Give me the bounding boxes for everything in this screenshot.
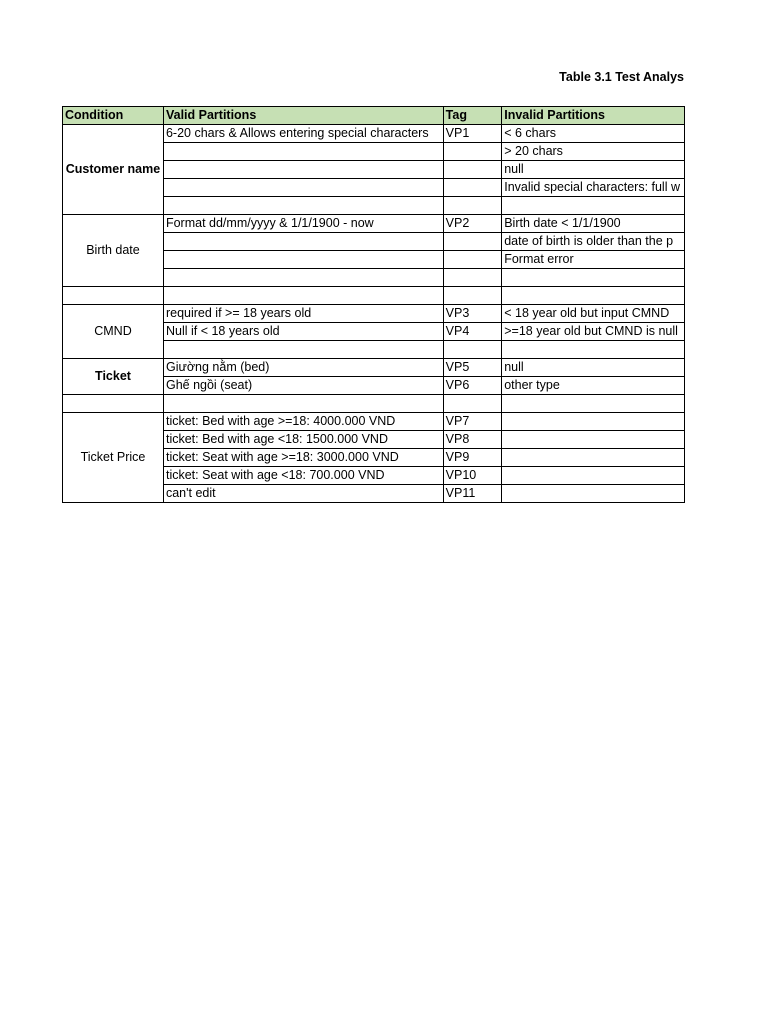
tag-cell: VP9 [443,449,502,467]
valid-partition-cell [163,251,443,269]
valid-partition-cell [163,395,443,413]
valid-partition-cell [163,269,443,287]
valid-partition-cell: ticket: Bed with age >=18: 4000.000 VND [163,413,443,431]
valid-partition-cell: ticket: Seat with age <18: 700.000 VND [163,467,443,485]
tag-cell [443,395,502,413]
table-row [63,395,685,413]
valid-partition-cell [163,287,443,305]
valid-partition-cell [163,143,443,161]
invalid-partition-cell: >=18 year old but CMND is null [502,323,685,341]
tag-cell [443,179,502,197]
invalid-partition-cell: Invalid special characters: full w [502,179,685,197]
valid-partition-cell: ticket: Seat with age >=18: 3000.000 VND [163,449,443,467]
invalid-partition-cell: null [502,359,685,377]
tag-cell: VP2 [443,215,502,233]
invalid-partition-cell [502,485,685,503]
condition-ticket-price: Ticket Price [63,413,164,503]
valid-partition-cell: 6-20 chars & Allows entering special characters [163,125,443,143]
tag-cell: VP11 [443,485,502,503]
invalid-partition-cell [502,287,685,305]
valid-partition-cell: can't edit [163,485,443,503]
condition-birth-date: Birth date [63,215,164,287]
tag-cell: VP5 [443,359,502,377]
invalid-partition-cell [502,467,685,485]
tag-cell: VP4 [443,323,502,341]
tag-cell: VP7 [443,413,502,431]
header-invalid-partitions: Invalid Partitions [502,107,685,125]
test-analysis-table [62,106,685,503]
tag-cell: VP1 [443,125,502,143]
condition-ticket: Ticket [63,359,164,395]
valid-partition-cell: Giường nằm (bed) [163,359,443,377]
table-row [63,287,685,305]
invalid-partition-cell: < 18 year old but input CMND [502,305,685,323]
invalid-partition-cell [502,269,685,287]
table-row [63,413,685,431]
tag-cell [443,197,502,215]
condition-empty [63,287,164,305]
valid-partition-cell: Null if < 18 years old [163,323,443,341]
tag-cell: VP6 [443,377,502,395]
valid-partition-cell [163,233,443,251]
invalid-partition-cell [502,197,685,215]
tag-cell: VP3 [443,305,502,323]
tag-cell [443,251,502,269]
invalid-partition-cell: date of birth is older than the p [502,233,685,251]
tag-cell [443,287,502,305]
invalid-partition-cell: > 20 chars [502,143,685,161]
header-row [63,107,685,125]
condition-empty [63,395,164,413]
tag-cell [443,161,502,179]
condition-customer-name: Customer name [63,125,164,215]
invalid-partition-cell: Format error [502,251,685,269]
invalid-partition-cell: Birth date < 1/1/1900 [502,215,685,233]
table-row [63,359,685,377]
invalid-partition-cell: other type [502,377,685,395]
invalid-partition-cell [502,341,685,359]
tag-cell [443,233,502,251]
invalid-partition-cell [502,413,685,431]
valid-partition-cell: required if >= 18 years old [163,305,443,323]
table-row [63,125,685,143]
invalid-partition-cell: null [502,161,685,179]
valid-partition-cell: Format dd/mm/yyyy & 1/1/1900 - now [163,215,443,233]
header-valid-partitions: Valid Partitions [163,107,443,125]
table-row [63,305,685,323]
header-condition: Condition [63,107,164,125]
tag-cell [443,143,502,161]
invalid-partition-cell [502,395,685,413]
valid-partition-cell: ticket: Bed with age <18: 1500.000 VND [163,431,443,449]
valid-partition-cell: Ghế ngồi (seat) [163,377,443,395]
condition-cmnd: CMND [63,305,164,359]
valid-partition-cell [163,161,443,179]
tag-cell: VP8 [443,431,502,449]
tag-cell: VP10 [443,467,502,485]
table-title: Table 3.1 Test Analys [559,70,684,84]
invalid-partition-cell: < 6 chars [502,125,685,143]
invalid-partition-cell [502,431,685,449]
valid-partition-cell [163,197,443,215]
invalid-partition-cell [502,449,685,467]
tag-cell [443,341,502,359]
header-tag: Tag [443,107,502,125]
tag-cell [443,269,502,287]
valid-partition-cell [163,179,443,197]
valid-partition-cell [163,341,443,359]
table-row [63,215,685,233]
